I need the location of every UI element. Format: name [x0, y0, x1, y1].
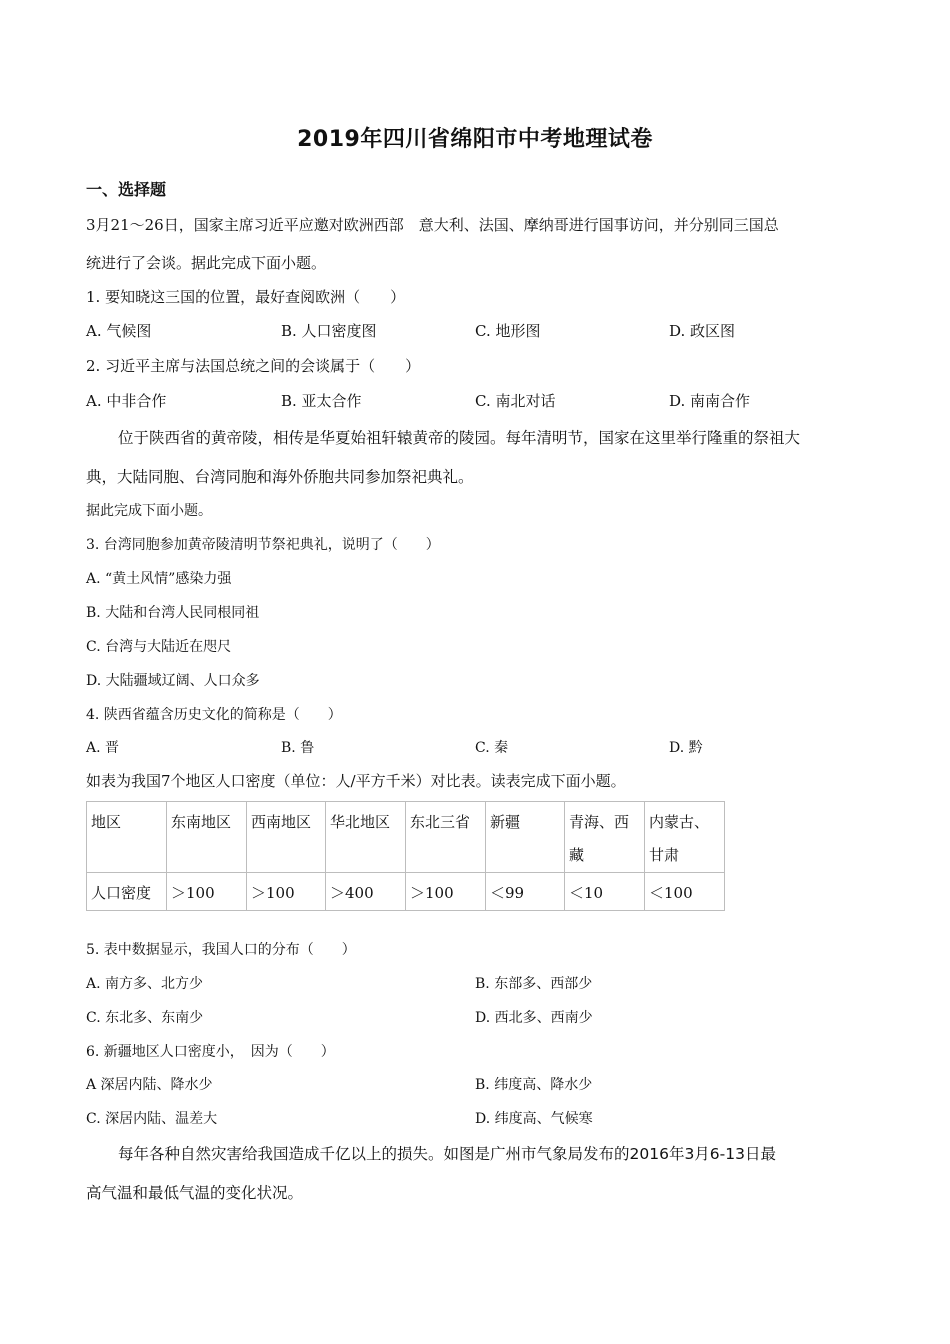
q4-stem: 4. 陕西省蕴含历史文化的简称是（ ）: [86, 707, 342, 723]
value-cell: ＜99: [486, 873, 565, 911]
q1-option-c: C. 地形图: [475, 322, 541, 340]
q3-option-d: D. 大陆疆域辽阔、人口众多: [86, 673, 260, 689]
q2-option-a: A. 中非合作: [86, 392, 167, 410]
value-cell: ＜10: [565, 873, 645, 911]
q4-option-d: D. 黔: [669, 740, 703, 756]
q3-option-c: C. 台湾与大陆近在咫尺: [86, 639, 232, 655]
q6-option-b: B. 纬度高、降水少: [475, 1077, 593, 1093]
q5-option-a: A. 南方多、北方少: [86, 976, 204, 992]
intro1-line2: 统进行了会谈。据此完成下面小题。: [86, 254, 327, 272]
q1-option-b: B. 人口密度图: [281, 322, 377, 340]
header-cell: 青海、西 藏: [565, 802, 645, 873]
intro2-line2: 典，大陆同胞、台湾同胞和海外侨胞共同参加祭祀典礼。: [86, 468, 474, 486]
q1-stem: 1. 要知晓这三国的位置，最好查阅欧洲（ ）: [86, 288, 406, 306]
intro3-line2: 高气温和最低气温的变化状况。: [86, 1184, 304, 1202]
q2-option-c: C. 南北对话: [475, 392, 556, 410]
value-cell: ＞400: [326, 873, 406, 911]
header-cell: 东南地区: [167, 802, 247, 873]
q4-option-b: B. 鲁: [281, 740, 315, 756]
value-cell: ＞100: [167, 873, 247, 911]
q2-option-d: D. 南南合作: [669, 392, 751, 410]
intro1-line1: 3月21～26日，国家主席习近平应邀对欧洲西部 意大利、法国、摩纳哥进行国事访问，并分别同三国总: [86, 216, 779, 234]
table-header-row: [87, 802, 725, 873]
q6-option-a: A 深居内陆、降水少: [86, 1077, 213, 1093]
q3-stem: 3. 台湾同胞参加黄帝陵清明节祭祀典礼，说明了（ ）: [86, 537, 440, 553]
header-cell: 华北地区: [326, 802, 406, 873]
intro3-line1: 每年各种自然灾害给我国造成千亿以上的损失。如图是广州市气象局发布的2016年3月6-13日最: [118, 1145, 776, 1163]
section-heading: 一、选择题: [86, 180, 167, 199]
header-cell: 新疆: [486, 802, 565, 873]
value-cell: ＞100: [406, 873, 486, 911]
q6-option-d: D. 纬度高、气候寒: [475, 1111, 593, 1127]
q5-option-d: D. 西北多、西南少: [475, 1010, 593, 1026]
q4-option-a: A. 晋: [86, 740, 120, 756]
row-label-cell: 人口密度: [87, 873, 167, 911]
value-cell: ＞100: [247, 873, 326, 911]
population-density-table: [86, 801, 725, 911]
q2-option-b: B. 亚太合作: [281, 392, 362, 410]
q4-option-c: C. 秦: [475, 740, 509, 756]
intro2-line3: 据此完成下面小题。: [86, 503, 212, 519]
q3-option-a: A. “黄土风情”感染力强: [86, 571, 232, 587]
header-cell: 西南地区: [247, 802, 326, 873]
intro2-line1: 位于陕西省的黄帝陵，相传是华夏始祖轩辕黄帝的陵园。每年清明节，国家在这里举行隆重的祭祖大: [118, 429, 801, 447]
header-cell: 东北三省: [406, 802, 486, 873]
value-cell: ＜100: [645, 873, 725, 911]
q5-stem: 5. 表中数据显示，我国人口的分布（ ）: [86, 942, 356, 958]
header-cell: 地区: [87, 802, 167, 873]
q5-option-b: B. 东部多、西部少: [475, 976, 593, 992]
header-cell: 内蒙古、 甘肃: [645, 802, 725, 873]
q1-option-a: A. 气候图: [86, 322, 152, 340]
q3-option-b: B. 大陆和台湾人民同根同祖: [86, 605, 260, 621]
q1-option-d: D. 政区图: [669, 322, 736, 340]
table-row: [87, 873, 725, 911]
q6-option-c: C. 深居内陆、温差大: [86, 1111, 218, 1127]
q2-stem: 2. 习近平主席与法国总统之间的会谈属于（ ）: [86, 357, 421, 375]
page-title: 2019年四川省绵阳市中考地理试卷: [297, 127, 653, 152]
q6-stem: 6. 新疆地区人口密度小， 因为（ ）: [86, 1044, 335, 1060]
table-intro: 如表为我国7个地区人口密度（单位：人/平方千米）对比表。读表完成下面小题。: [86, 772, 626, 790]
q5-option-c: C. 东北多、东南少: [86, 1010, 204, 1026]
